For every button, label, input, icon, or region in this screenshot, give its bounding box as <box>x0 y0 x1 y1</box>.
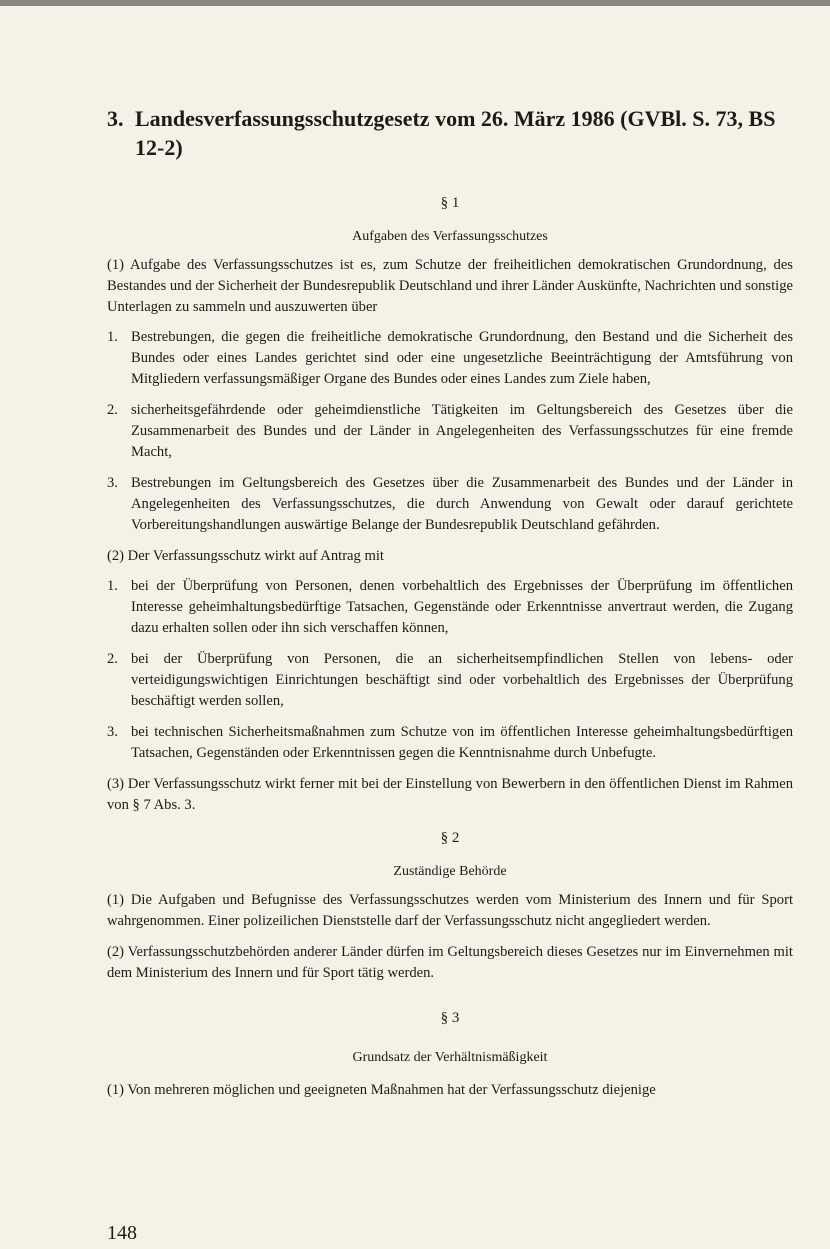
page-number: 148 <box>107 1222 137 1244</box>
list-item <box>107 473 793 536</box>
law-title-number: 3. <box>107 106 124 131</box>
law-title-rest: vom 26. März 1986 (GVBl. S. 73, BS 12-2) <box>135 106 776 160</box>
list-item <box>107 327 793 390</box>
law-title-bold: Landesverfassungsschutzgesetz <box>135 106 430 131</box>
law-title <box>107 104 793 162</box>
list-item-text: sicherheitsgefährdende oder geheimdienstliche Tätigkeiten im Geltungsbereich des Gesetzes über die Zusammenarbeit des Bundes und der Länder in Angelegenheiten des Verfassungsschutzes für eine fremde Macht, <box>131 402 793 460</box>
section-2-paragraph-1: (1) Die Aufgaben und Befugnisse des Verfassungsschutzes werden vom Ministerium des Innern und für Sport wahrgenommen. Einer polizeilichen Dienststelle darf der Verfassungsschutz nicht angegliedert werden. <box>107 892 793 929</box>
list-item-number: 1. <box>107 578 118 594</box>
section-2-sign: § 2 <box>440 830 460 846</box>
list-item-text: bei der Überprüfung von Personen, denen vorbehaltlich des Ergebnisses der Überprüfung im öffentlichen Interesse geheimhaltungsbedürftige Tatsachen, Gegenstände oder Erkenntnisse anvertraut werden, die Zugang dazu erhalten sollen oder ihn sich verschaffen können, <box>131 578 793 636</box>
list-item-number: 2. <box>107 651 118 667</box>
section-1-paragraph-1-list <box>107 327 793 536</box>
page-content <box>107 104 793 1101</box>
section-1-heading: Aufgaben des Verfassungsschutzes <box>352 229 548 244</box>
list-item-text: Bestrebungen im Geltungsbereich des Gesetzes über die Zusammenarbeit des Bundes und der Länder in Angelegenheiten des Verfassungsschutzes, die durch Anwendung von Gewalt oder darauf gerichtete Vorbereitungshandlungen auswärtige Belange der Bundesrepublik Deutschland gefährden. <box>131 475 793 533</box>
list-item-text: bei der Überprüfung von Personen, die an sicherheitsempfindlichen Stellen von lebens- oder verteidigungswichtigen Einrichtungen beschäftigt sind oder vorbehaltlich des Ergebnisses der Überprüfung beschäftigt werden sollen, <box>131 651 793 709</box>
section-1-paragraph-2: (2) Der Verfassungsschutz wirkt auf Antrag mit <box>107 548 384 564</box>
section-1-paragraph-1: (1) Aufgabe des Verfassungsschutzes ist es, zum Schutze der freiheitlichen demokratischen Grundordnung, des Bestandes und der Sicherheit der Bundesrepublik Deutschland und ihrer Länder Auskünfte, Nachrichten und sonstige Unterlagen zu sammeln und auszuwerten über <box>107 257 793 315</box>
section-3-heading: Grundsatz der Verhältnismäßigkeit <box>352 1050 548 1065</box>
section-1-paragraph-3: (3) Der Verfassungsschutz wirkt ferner mit bei der Einstellung von Bewerbern in den öffentlichen Dienst im Rahmen von § 7 Abs. 3. <box>107 776 793 813</box>
section-1-sign: § 1 <box>440 195 460 211</box>
section-3-sign: § 3 <box>440 1010 460 1026</box>
section-2-heading: Zuständige Behörde <box>393 864 507 879</box>
list-item <box>107 400 793 463</box>
list-item-number: 3. <box>107 724 118 740</box>
section-3-paragraph-1: (1) Von mehreren möglichen und geeigneten Maßnahmen hat der Verfassungsschutz diejenige <box>107 1082 656 1098</box>
law-title-text <box>135 104 793 162</box>
list-item-text: Bestrebungen, die gegen die freiheitliche demokratische Grundordnung, den Bestand und die Sicherheit des Bundes oder eines Landes gerichtet sind oder eine ungesetzliche Beeinträchtigung der Amtsführung von Mitgliedern verfassungsmäßiger Organe des Bundes oder eines Landes zum Ziele haben, <box>131 329 793 387</box>
list-item-number: 3. <box>107 475 118 491</box>
section-1-paragraph-2-list <box>107 576 793 764</box>
list-item <box>107 649 793 712</box>
list-item-number: 2. <box>107 402 118 418</box>
list-item <box>107 722 793 764</box>
list-item <box>107 576 793 639</box>
list-item-text: bei technischen Sicherheitsmaßnahmen zum Schutze von im öffentlichen Interesse geheimhaltungsbedürftigen Tatsachen, Gegenständen oder Erkenntnissen gegen die Kenntnisnahme durch Unbefugte. <box>131 724 793 761</box>
list-item-number: 1. <box>107 329 118 345</box>
section-2-paragraph-2: (2) Verfassungsschutzbehörden anderer Länder dürfen im Geltungsbereich dieses Gesetzes nur im Einvernehmen mit dem Ministerium des Innern und für Sport tätig werden. <box>107 944 793 981</box>
